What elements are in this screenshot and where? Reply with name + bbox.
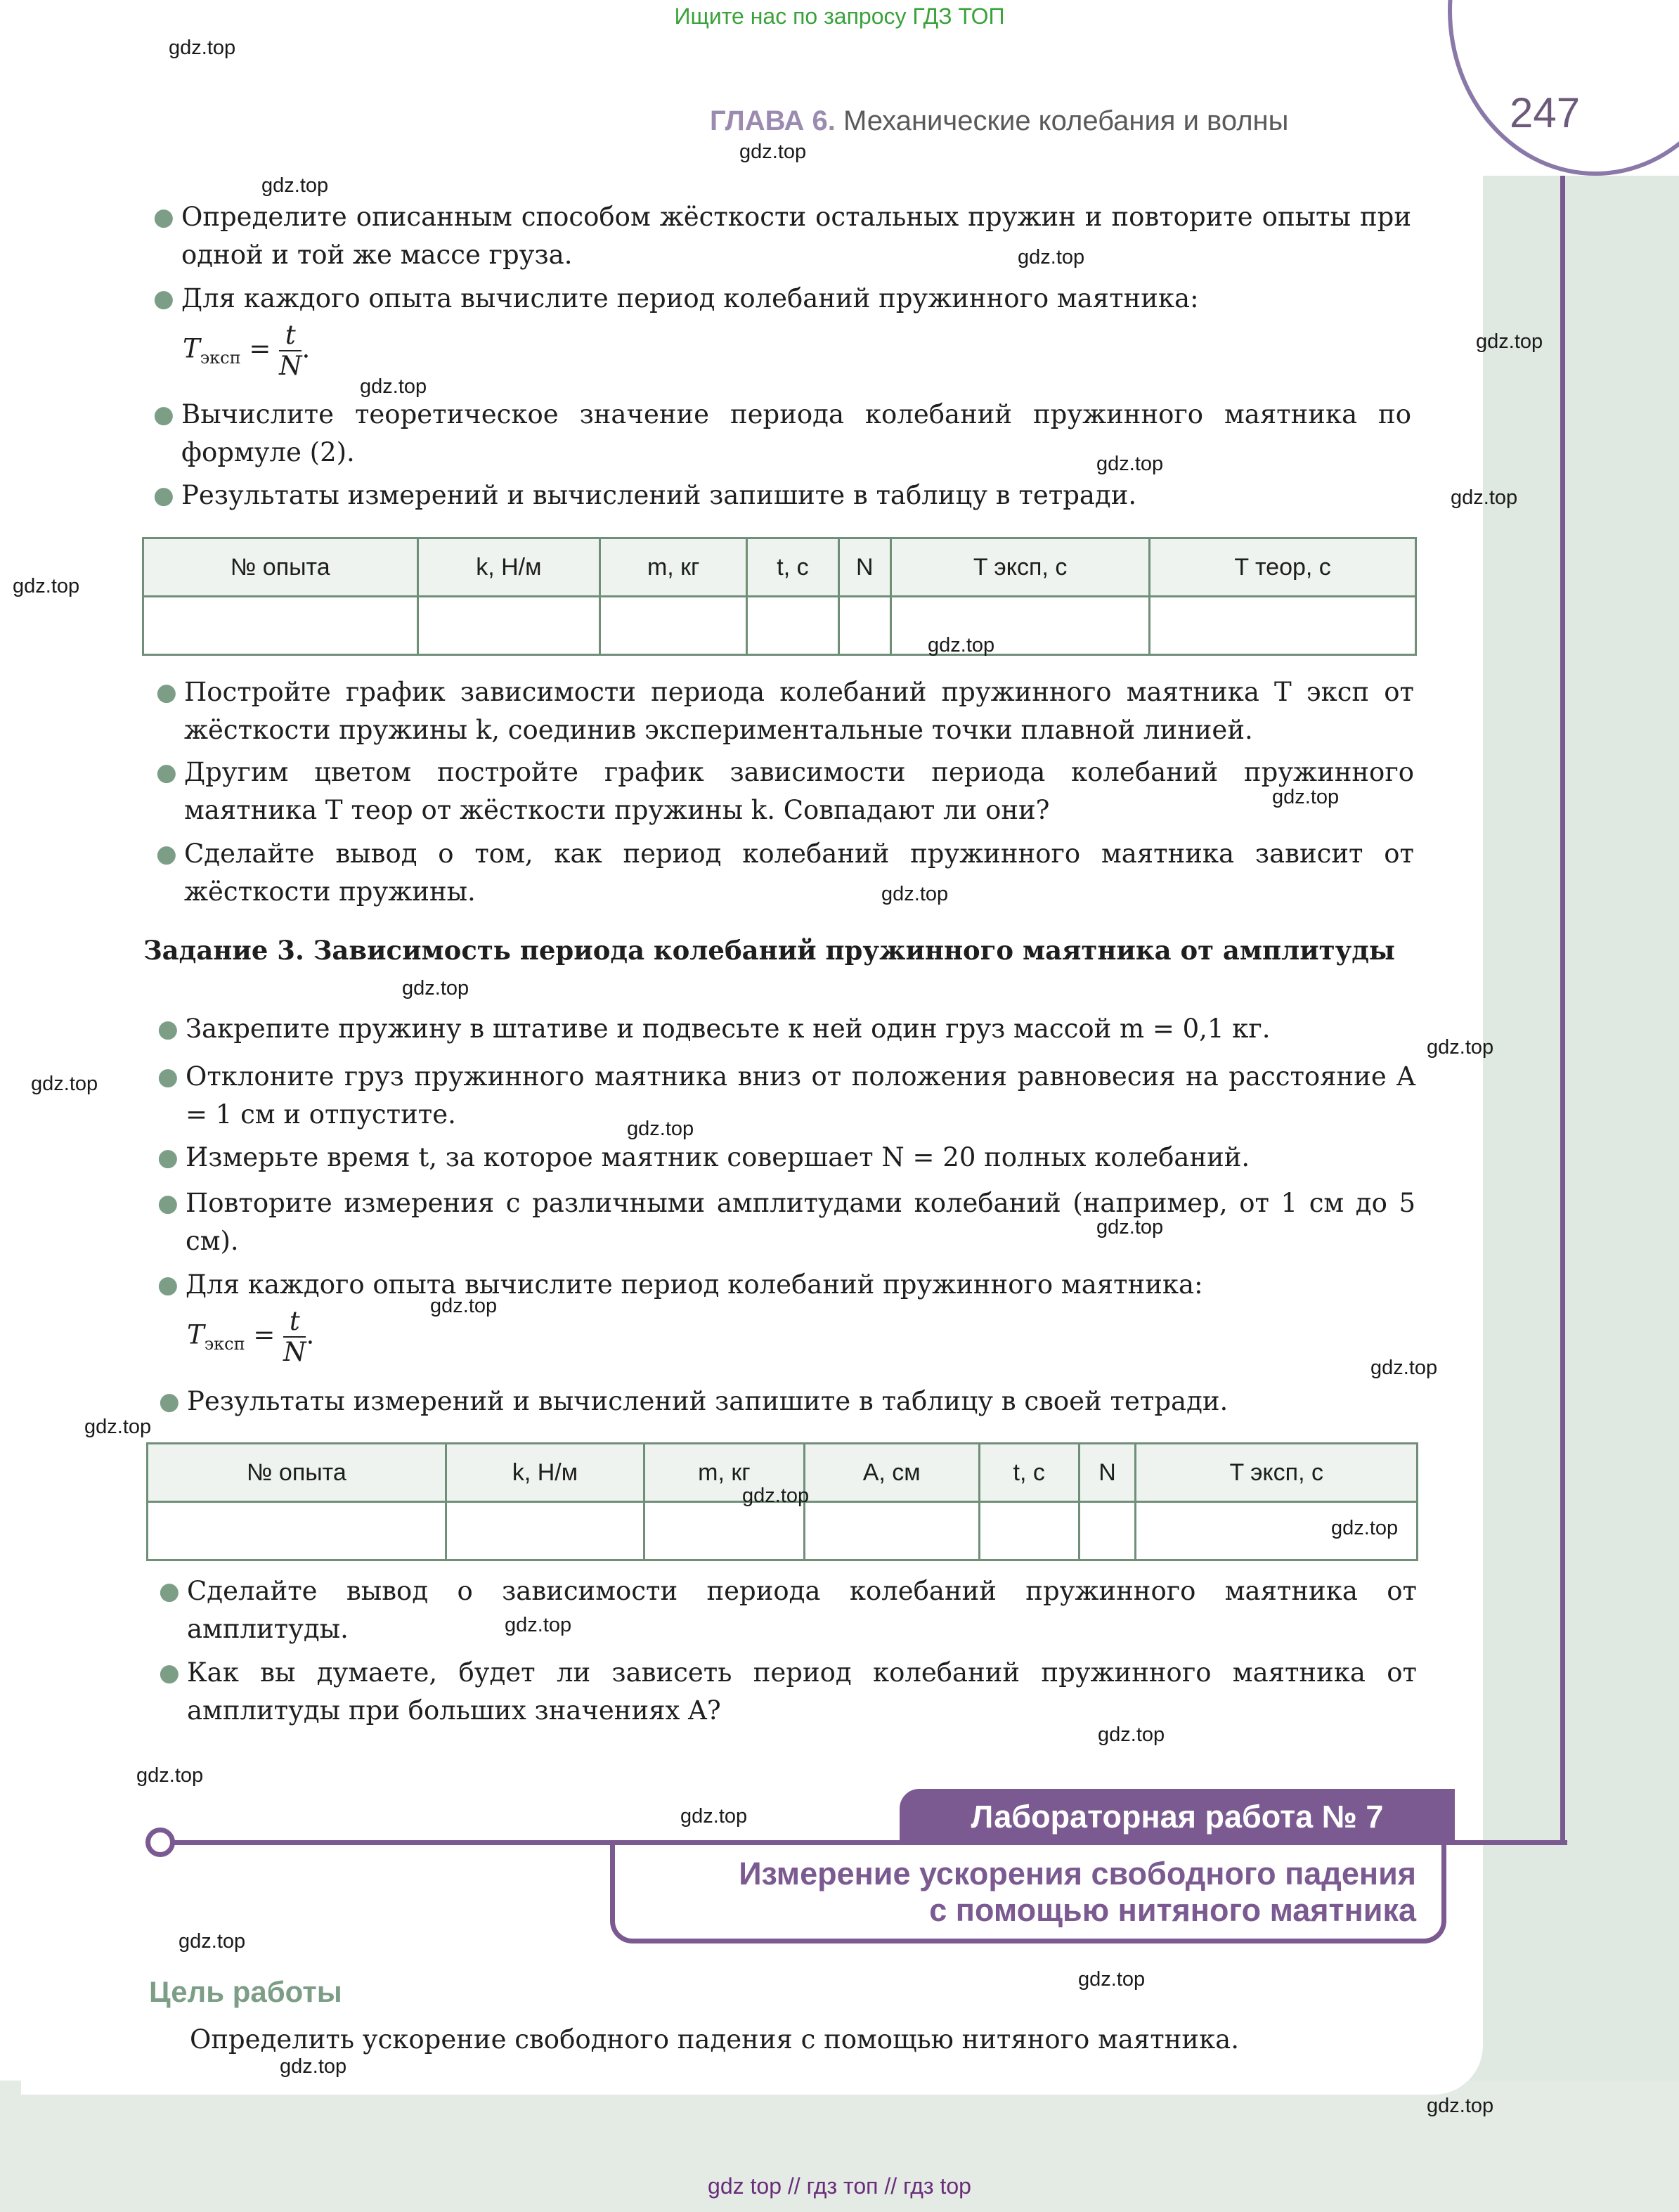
watermark: gdz.top [1078, 1968, 1146, 1991]
list-item: ● Сделайте вывод о зависимости периода колебаний пружинного маятника от амплитуды. [187, 1572, 1417, 1648]
table-header-cell: № опыта [143, 538, 418, 597]
table-header-cell: № опыта [148, 1444, 446, 1502]
bullet-dot-icon: ● [159, 1577, 180, 1605]
lab-frame-right [1560, 176, 1565, 1845]
list-item: ● Как вы думаете, будет ли зависеть период колебаний пружинного маятника от амплитуды при больших значениях A? [187, 1654, 1417, 1730]
chapter-label: ГЛАВА 6. [710, 105, 836, 136]
table-header-cell: m, кг [644, 1444, 804, 1502]
goal-text: Определить ускорение свободного падения с помощью нитяного маятника. [190, 2024, 1239, 2055]
watermark: gdz.top [1476, 330, 1543, 353]
bullet-dot-icon: ● [153, 285, 174, 313]
lab-title: Измерение ускорения свободного падения с помощью нитяного маятника [739, 1856, 1416, 1928]
watermark: gdz.top [1451, 486, 1518, 509]
bullet-dot-icon: ● [157, 1015, 179, 1043]
list-item: ● Измерьте время t, за которое маятник совершает N = 20 полных колебаний. [186, 1139, 1415, 1177]
list-item: ● Для каждого опыта вычислите период колебаний пружинного маятника: [186, 1266, 1415, 1304]
watermark: gdz.top [280, 2055, 347, 2078]
watermark: gdz.top [1370, 1357, 1438, 1379]
table-header-cell: m, кг [600, 538, 747, 597]
results-table-1 [142, 537, 1417, 656]
table-row [148, 1502, 1418, 1560]
bullet-dot-icon: ● [153, 481, 174, 510]
watermark: gdz.top [1331, 1517, 1399, 1539]
watermark: gdz.top [881, 883, 949, 905]
bullet-dot-icon: ● [159, 1659, 180, 1687]
chapter-header [710, 105, 1288, 137]
watermark: gdz.top [1018, 246, 1085, 269]
watermark: gdz.top [402, 977, 469, 1000]
watermark: gdz.top [360, 375, 427, 398]
watermark: gdz.top [179, 1930, 246, 1953]
watermark: gdz.top [169, 37, 236, 59]
bullet-dot-icon: ● [156, 758, 177, 787]
list-item: ● Постройте график зависимости периода колебаний пружинного маятника T эксп от жёсткости пружины k, соединив экспериментальные точки плавной линией. [184, 673, 1414, 749]
watermark: gdz.top [505, 1614, 572, 1636]
watermark: gdz.top [31, 1073, 98, 1095]
list-item: ● Закрепите пружину в штативе и подвесьте к ней один груз массой m = 0,1 кг. [186, 1010, 1415, 1048]
watermark: gdz.top [1096, 453, 1164, 475]
bullet-dot-icon: ● [157, 1144, 179, 1172]
watermark: gdz.top [84, 1416, 152, 1438]
table-header-cell: k, Н/м [446, 1444, 644, 1502]
top-banner[interactable]: Ищите нас по запросу ГДЗ ТОП [674, 4, 1005, 29]
bullet-dot-icon: ● [156, 678, 177, 706]
list-item: ● Результаты измерений и вычислений запишите в таблицу в своей тетради. [187, 1383, 1417, 1421]
chapter-title: Механические колебания и волны [843, 105, 1289, 136]
background-tint-right [1469, 176, 1679, 2212]
bullet-dot-icon: ● [153, 401, 174, 429]
period-formula: $T_{эксп}$ = $\frac{t}{N}$ . [183, 320, 311, 381]
table-header-cell: t, с [979, 1444, 1079, 1502]
table-header-row [143, 538, 1416, 597]
watermark: gdz.top [739, 141, 807, 163]
watermark: gdz.top [1427, 2095, 1494, 2117]
lab-divider-circle-icon [145, 1828, 175, 1857]
watermark: gdz.top [742, 1485, 810, 1507]
watermark: gdz.top [1272, 786, 1340, 808]
list-item: ● Сделайте вывод о том, как период колебаний пружинного маятника зависит от жёсткости пружины. [184, 835, 1414, 911]
list-item: ● Результаты измерений и вычислений запишите в таблицу в тетради. [181, 477, 1411, 515]
list-item: ● Другим цветом постройте график зависимости периода колебаний пружинного маятника T теор от жёсткости пружины k. Совпадают ли они? [184, 753, 1414, 829]
bullet-dot-icon: ● [159, 1388, 180, 1416]
watermark: gdz.top [261, 174, 329, 197]
page-number: 247 [1510, 89, 1581, 136]
list-item: ● Для каждого опыта вычислите период колебаний пружинного маятника: [181, 280, 1411, 318]
list-item: ● Повторите измерения с различными амплитудами колебаний (например, от 1 см до 5 см). [186, 1184, 1415, 1260]
list-item: ● Отклоните груз пружинного маятника вниз от положения равновесия на расстояние A = 1 см и отпустите. [186, 1058, 1415, 1134]
watermark: gdz.top [680, 1805, 748, 1828]
watermark: gdz.top [430, 1295, 498, 1317]
goal-heading: Цель работы [149, 1975, 342, 2008]
table-header-cell: N [838, 538, 890, 597]
table-header-cell: T эксп, с [1136, 1444, 1418, 1502]
bullet-dot-icon: ● [153, 203, 174, 231]
table-row [143, 597, 1416, 655]
watermark: gdz.top [136, 1764, 204, 1787]
table-header-cell: T теор, с [1150, 538, 1416, 597]
table-header-cell: t, с [747, 538, 838, 597]
table-header-cell: T эксп, с [890, 538, 1149, 597]
watermark: gdz.top [1096, 1216, 1164, 1238]
bottom-banner[interactable]: gdz top // гдз топ // гдз top [708, 2173, 971, 2199]
bullet-dot-icon: ● [157, 1189, 179, 1217]
period-formula: $T_{эксп}$ = $\frac{t}{N}$ . [187, 1306, 315, 1367]
bullet-dot-icon: ● [157, 1063, 179, 1091]
table-header-cell: N [1079, 1444, 1136, 1502]
lab-label: Лабораторная работа № 7 [900, 1789, 1455, 1845]
bullet-dot-icon: ● [157, 1271, 179, 1299]
table-header-cell: A, см [804, 1444, 979, 1502]
list-item: ● Определите описанным способом жёсткости остальных пружин и повторите опыты при одной и той же массе груза. [181, 198, 1411, 274]
watermark: gdz.top [627, 1118, 694, 1140]
watermark: gdz.top [13, 575, 80, 597]
bullet-dot-icon: ● [156, 840, 177, 868]
watermark: gdz.top [1098, 1723, 1165, 1746]
task-3-heading: Задание 3. Зависимость периода колебаний пружинного маятника от амплитуды [143, 935, 1396, 966]
list-item: ● Вычислите теоретическое значение периода колебаний пружинного маятника по формуле (2). [181, 396, 1411, 472]
watermark: gdz.top [928, 634, 995, 657]
watermark: gdz.top [1427, 1036, 1494, 1059]
table-header-cell: k, Н/м [417, 538, 600, 597]
